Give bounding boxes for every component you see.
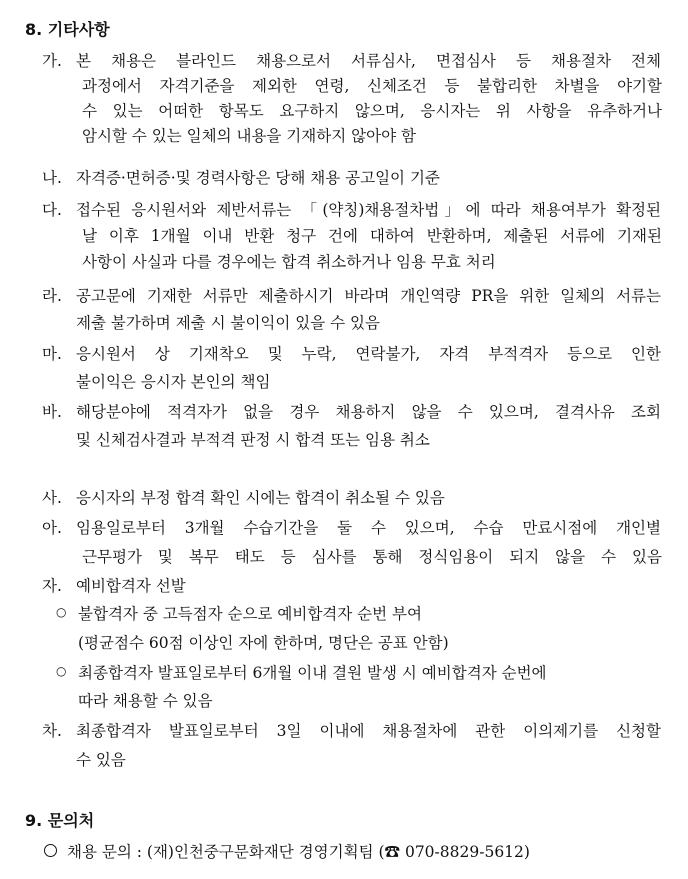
item-line: 자격증·면허증·및 경력사항은 당해 채용 공고일이 기준 (76, 169, 440, 187)
item-line: 해당분야에 적격자가 없을 경우 채용하지 않을 수 있으며, 결격사유 조회 (76, 403, 661, 421)
item-line: 수 있음 (76, 751, 126, 769)
item-line: 및 신체검사결과 부적격 판정 시 합격 또는 임용 취소 (76, 431, 430, 449)
sub-bullet-line: (평균점수 60점 이상인 자에 한하며, 명단은 공표 안함) (78, 634, 449, 652)
sub-bullet-icon: ○ (56, 664, 67, 678)
sub-bullet-line: 따라 채용할 수 있음 (78, 692, 213, 710)
item-line: 사항이 사실과 다를 경우에는 합격 취소하거나 임용 무효 처리 (82, 253, 496, 271)
sub-bullet-line: 최종합격자 발표일로부터 6개월 이내 결원 발생 시 예비합격자 순번에 (78, 664, 547, 682)
item-line: 예비합격자 선발 (76, 577, 186, 595)
item-marker: 차. (42, 722, 62, 740)
item-marker: 라. (42, 287, 62, 305)
item-line: 공고문에 기재한 서류만 제출하시기 바라며 개인역량 PR을 위한 일체의 서류는 (76, 287, 661, 305)
contact-line (44, 840, 530, 862)
item-line: 근무평가 및 복무 태도 등 심사를 통해 정식임용이 되지 않을 수 있음 (82, 548, 662, 566)
item-line: 수 있는 어떠한 항목도 요구하지 않으며, 응시자는 위 사항을 유추하거나 (82, 102, 662, 120)
item-line: 응시자의 부정 합격 확인 시에는 합격이 취소될 수 있음 (76, 489, 445, 507)
item-marker: 바. (42, 403, 62, 421)
item-line: 응시원서 상 기재착오 및 누락, 연락불가, 자격 부적격자 등으로 인한 (76, 345, 661, 363)
item-marker: 아. (42, 519, 62, 537)
item-line: 제출 불가하며 제출 시 불이익이 있을 수 있음 (76, 314, 381, 332)
item-line: 임용일로부터 3개월 수습기간을 둘 수 있으며, 수습 만료시점에 개인별 (76, 519, 661, 537)
contact-phone: 070-8829-5612) (400, 843, 530, 861)
item-line: 날 이후 1개월 이내 반환 청구 건에 대하여 반환하며, 제출된 서류에 기재된 (82, 227, 662, 245)
section-8-title: 8. 기타사항 (25, 20, 110, 39)
item-marker: 나. (42, 169, 62, 187)
item-marker: 사. (42, 489, 62, 507)
item-line: 본 채용은 블라인드 채용으로서 서류심사, 면접심사 등 채용절차 전체 (76, 52, 661, 70)
item-line: 접수된 응시원서와 제반서류는 「(약칭)채용절차법」에 따라 채용여부가 확정된 (76, 201, 661, 219)
section-9-title: 9. 문의처 (25, 811, 95, 830)
contact-label: 채용 문의 : (재)인천중구문화재단 경영기획팀 ( (67, 843, 385, 861)
item-line: 불이익은 응시자 본인의 책임 (76, 373, 271, 391)
sub-bullet-icon: ○ (56, 605, 67, 619)
item-line: 과정에서 자격기준을 제외한 연령, 신체조건 등 불합리한 차별을 야기할 (82, 77, 662, 95)
circle-bullet-icon (44, 844, 57, 857)
phone-icon: ☎ (384, 843, 401, 861)
sub-bullet-line: 불합격자 중 고득점자 순으로 예비합격자 순번 부여 (78, 605, 422, 623)
item-line: 암시할 수 있는 일체의 내용을 기재하지 않아야 함 (82, 127, 416, 145)
item-marker: 자. (42, 577, 62, 595)
item-marker: 가. (42, 52, 62, 70)
item-line: 최종합격자 발표일로부터 3일 이내에 채용절차에 관한 이의제기를 신청할 (76, 722, 661, 740)
item-marker: 다. (42, 201, 62, 219)
item-marker: 마. (42, 345, 62, 363)
